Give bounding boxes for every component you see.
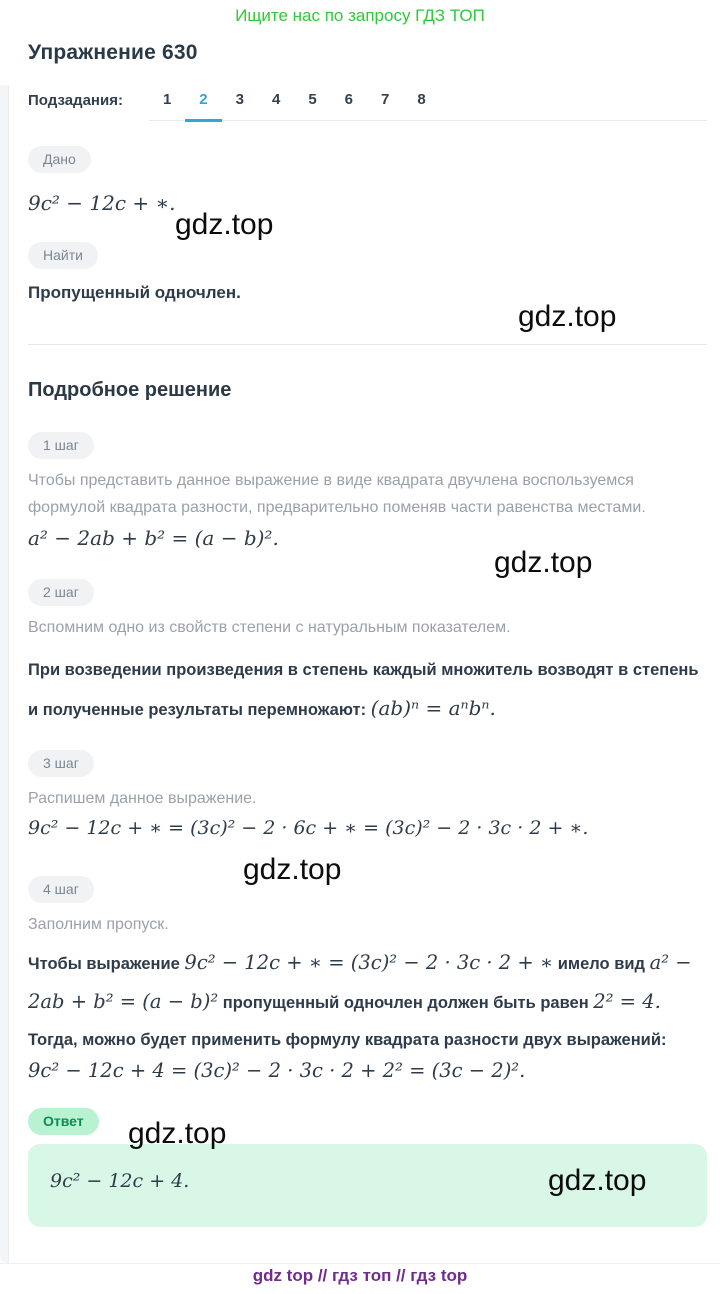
step-1-formula: a² − 2ab + b² = (a − b)². (28, 526, 279, 550)
given-badge: Дано (28, 146, 91, 173)
tab-2-active[interactable]: 2 (185, 91, 221, 122)
step-2-section (28, 579, 707, 606)
tab-8[interactable]: 8 (417, 91, 426, 108)
watermark-gdztop-4: gdz.top (243, 853, 342, 886)
step-2-note: Вспомним одно из свойств степени с натуральным показателем. (28, 619, 511, 636)
step-4-badge: 4 шаг (28, 876, 94, 903)
find-section (28, 242, 707, 269)
watermark-gdztop-1: gdz.top (175, 208, 274, 241)
step-2-statement (28, 651, 707, 729)
page-title: Упражнение 630 (28, 41, 198, 64)
footer-tags: gdz top // гдз топ // гдз top (252, 1266, 468, 1285)
subtasks-label: Подзадания: (28, 92, 123, 109)
tab-1[interactable]: 1 (162, 91, 172, 108)
tab-6[interactable]: 6 (344, 91, 354, 108)
step-1-section (28, 432, 707, 459)
given-section (28, 146, 707, 173)
step-2-statement-text: При возведении произведения в степень каждый множитель возводят в степень и полученные результаты перемножают: (28, 661, 699, 719)
section-divider (28, 344, 707, 345)
step-4-note: Заполним пропуск. (28, 916, 169, 933)
subtask-tabs-row (28, 91, 707, 121)
step-4-final-formula: 9c² − 12c + 4 = (3c)² − 2 · 3c · 2 + 2² = (3c − 2)². (28, 1059, 526, 1082)
step-2-badge: 2 шаг (28, 579, 94, 606)
watermark-gdztop-6: gdz.top (548, 1164, 647, 1197)
step-4-text-2: имело вид (553, 955, 650, 973)
step-2-statement-formula: (ab)ⁿ = aⁿbⁿ. (370, 696, 496, 720)
solution-title: Подробное решение (28, 379, 232, 401)
step-4-math-3: 2² = 4. (593, 990, 661, 1013)
step-3-badge: 3 шаг (28, 750, 94, 777)
watermark-gdztop-5: gdz.top (128, 1117, 227, 1150)
find-badge: Найти (28, 242, 98, 269)
watermark-gdztop-3: gdz.top (494, 546, 593, 579)
tab-3[interactable]: 3 (235, 91, 244, 108)
step-4-text-3: пропущенный одночлен должен быть равен (218, 994, 594, 1012)
tab-4[interactable]: 4 (271, 91, 281, 108)
tab-7[interactable]: 7 (381, 91, 390, 108)
step-3-formula: 9c² − 12c + ∗ = (3c)² − 2 · 6c + ∗ = (3c)² − 2 · 3c · 2 + ∗. (28, 817, 589, 839)
step-4-conclusion: Тогда, можно будет применить формулу квадрата разности двух выражений: (28, 1031, 667, 1049)
subtask-tabs (149, 91, 707, 121)
answer-formula: 9c² − 12c + 4. (50, 1170, 190, 1192)
step-3-section (28, 750, 707, 777)
step-4-math-1: 9c² − 12c + ∗ = (3c)² − 2 · 3c · 2 + ∗ (184, 951, 554, 974)
step-3-note: Распишем данное выражение. (28, 790, 257, 807)
step-4-section (28, 876, 707, 903)
step-4-text-1: Чтобы выражение (28, 955, 185, 973)
step-1-badge: 1 шаг (28, 432, 94, 459)
step-1-note: Чтобы представить данное выражение в виде квадрата двучлена воспользуемся формулой квадрата разности, предварительно поменяв части равенства местами. (28, 472, 646, 516)
watermark-gdztop-2: gdz.top (518, 300, 617, 333)
given-formula: 9c² − 12c + ∗. (28, 191, 176, 215)
card-bottom-edge (0, 1263, 720, 1264)
answer-badge: Ответ (28, 1108, 99, 1135)
step-4-math-2: a² − 2ab + b² = (a − b)² (28, 951, 692, 1013)
tab-5[interactable]: 5 (308, 91, 317, 108)
step-4-paragraph (28, 944, 707, 1022)
find-text: Пропущенный одночлен. (28, 283, 241, 302)
search-hint-banner: Ищите нас по запросу ГДЗ ТОП (235, 6, 485, 25)
exercise-page (0, 41, 720, 1227)
